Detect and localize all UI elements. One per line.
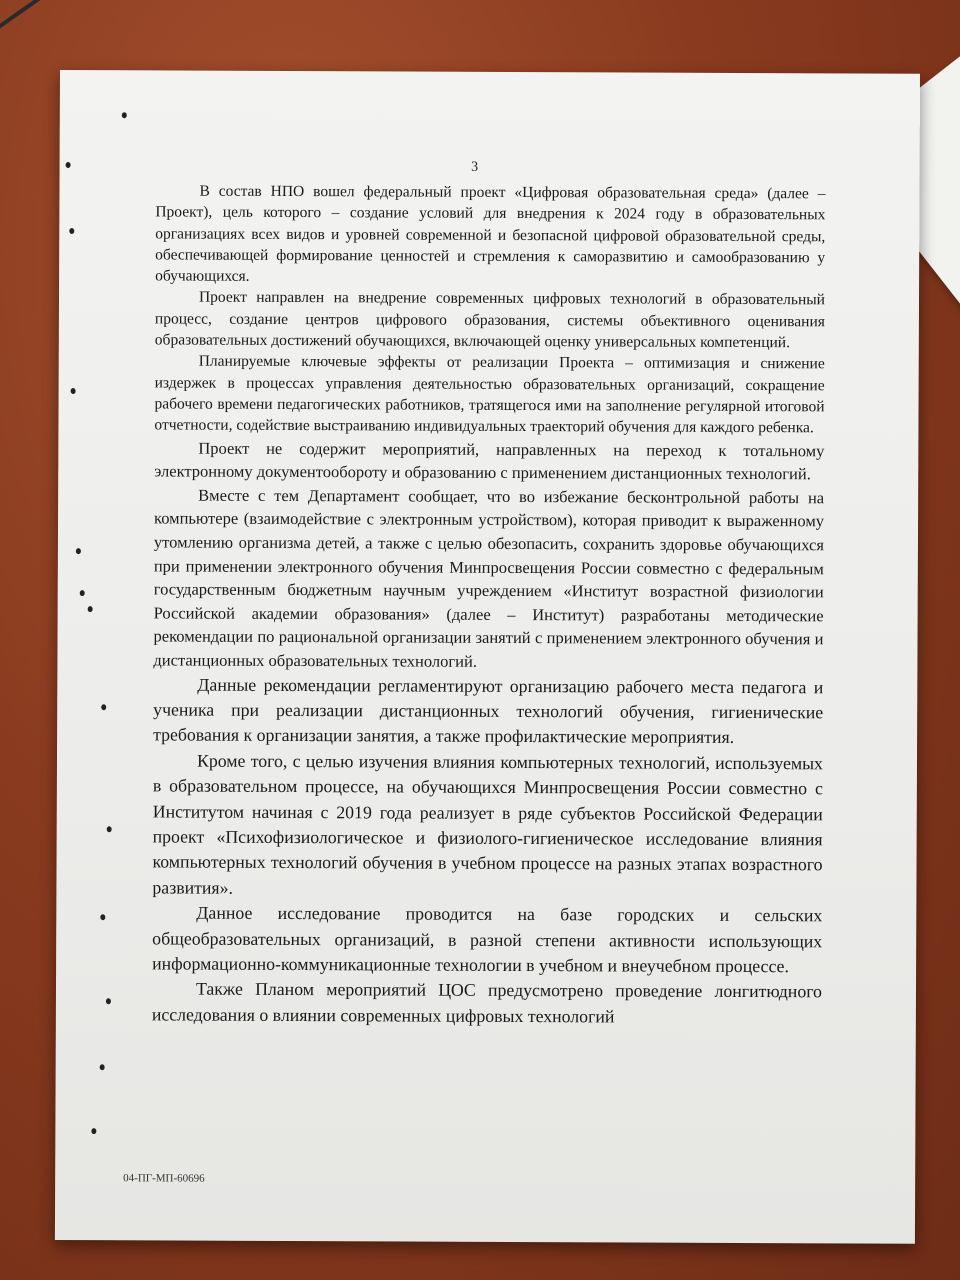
paragraph-2: Проект направлен на внедрение современных цифровых технологий в образовательный процесс, создание центров цифрового образования, системы объективного оценивания образовательных достижений обучающихся, включающей оценку универсальных компетенций. (154, 289, 826, 352)
paragraph-3: Планируемые ключевые эффекты от реализации Проекта – оптимизация и снижение издержек в процессах управления деятельностью образовательных организаций, сокращение рабочего времени педагогических работников, тратящегося ими на заполнение регулярной итоговой отчетности, содействие выстраиванию индивидуальных траекторий обучения для каждого ребенка. (154, 352, 825, 437)
ink-speck (107, 826, 112, 832)
paragraph-5: Вместе с тем Департамент сообщает, что во избежание бесконтрольной работы на компьютере (взаимодействие с электронным устройством), которая приводит к выраженному утомлению организма детей, а также с целью обезопасить, сохранить здоровье обучающихся при применении электронного обучения Минпросвещения России совместно с федеральным государственным бюджетным научным учреждением «Институт возрастной физиологии Российской академии образования» (далее – Институт) разработаны методические рекомендации по рациональной организации занятий с применением электронного обучения и дистанционных образовательных технологий. (153, 485, 825, 671)
paragraph-8: Данное исследование проводится на базе городских и сельских общеобразовательных организаций, в разной степени активности использующих информационно-коммуникационные технологии в учебном и внеучебном процессе. (152, 902, 823, 977)
ink-speck (76, 548, 81, 554)
ink-speck (100, 1064, 105, 1070)
ink-speck (69, 228, 74, 234)
ink-speck (100, 914, 105, 920)
cable (0, 0, 70, 48)
ink-speck (66, 162, 71, 168)
paragraph-9: Также Планом мероприятий ЦОС предусмотрено проведение лонгитюдного исследования о влиянии современных цифровых технологий (151, 978, 823, 1027)
ink-speck (122, 112, 127, 118)
paragraph-4: Проект не содержит мероприятий, направленных на переход к тотальному электронному документообороту и образованию с применением дистанционных технологий. (154, 438, 825, 484)
ink-speck (91, 1128, 96, 1134)
paragraph-6: Данные рекомендации регламентируют организацию рабочего места педагога и ученика при реализации дистанционных технологий обучения, гигиенические требования к организации занятия, а также профилактические мероприятия. (153, 674, 824, 748)
ink-speck (71, 388, 76, 394)
ink-speck (88, 606, 93, 612)
ink-speck (80, 590, 85, 596)
document-code: 04-ПГ-МП-60696 (123, 1172, 205, 1185)
document-body (152, 180, 826, 1030)
ink-speck (101, 704, 106, 710)
paragraph-7: Кроме того, с целью изучения влияния компьютерных технологий, используемых в образовательном процессе, на обучающихся Минпросвещения России совместно с Институтом начиная с 2019 года реализует в ряде субъектов Российской Федерации проект «Психофизиологическое и физиолого-гигиеническое исследование влияния компьютерных технологий обучения в учебном процессе на разных этапах возрастного развития». (152, 750, 824, 898)
page-number: 3 (471, 159, 479, 175)
ink-speck (106, 998, 111, 1004)
paragraph-1: В состав НПО вошел федеральный проект «Цифровая образовательная среда» (далее – Проект), цель которого – создание условий для внедрения к 2024 году в образовательных организациях всех видов и уровней современной и безопасной цифровой образовательной среды, обеспечивающей формирование ценностей и стремления к саморазвитию и самообразованию у обучающихся. (155, 182, 826, 286)
document-page (55, 70, 920, 1244)
